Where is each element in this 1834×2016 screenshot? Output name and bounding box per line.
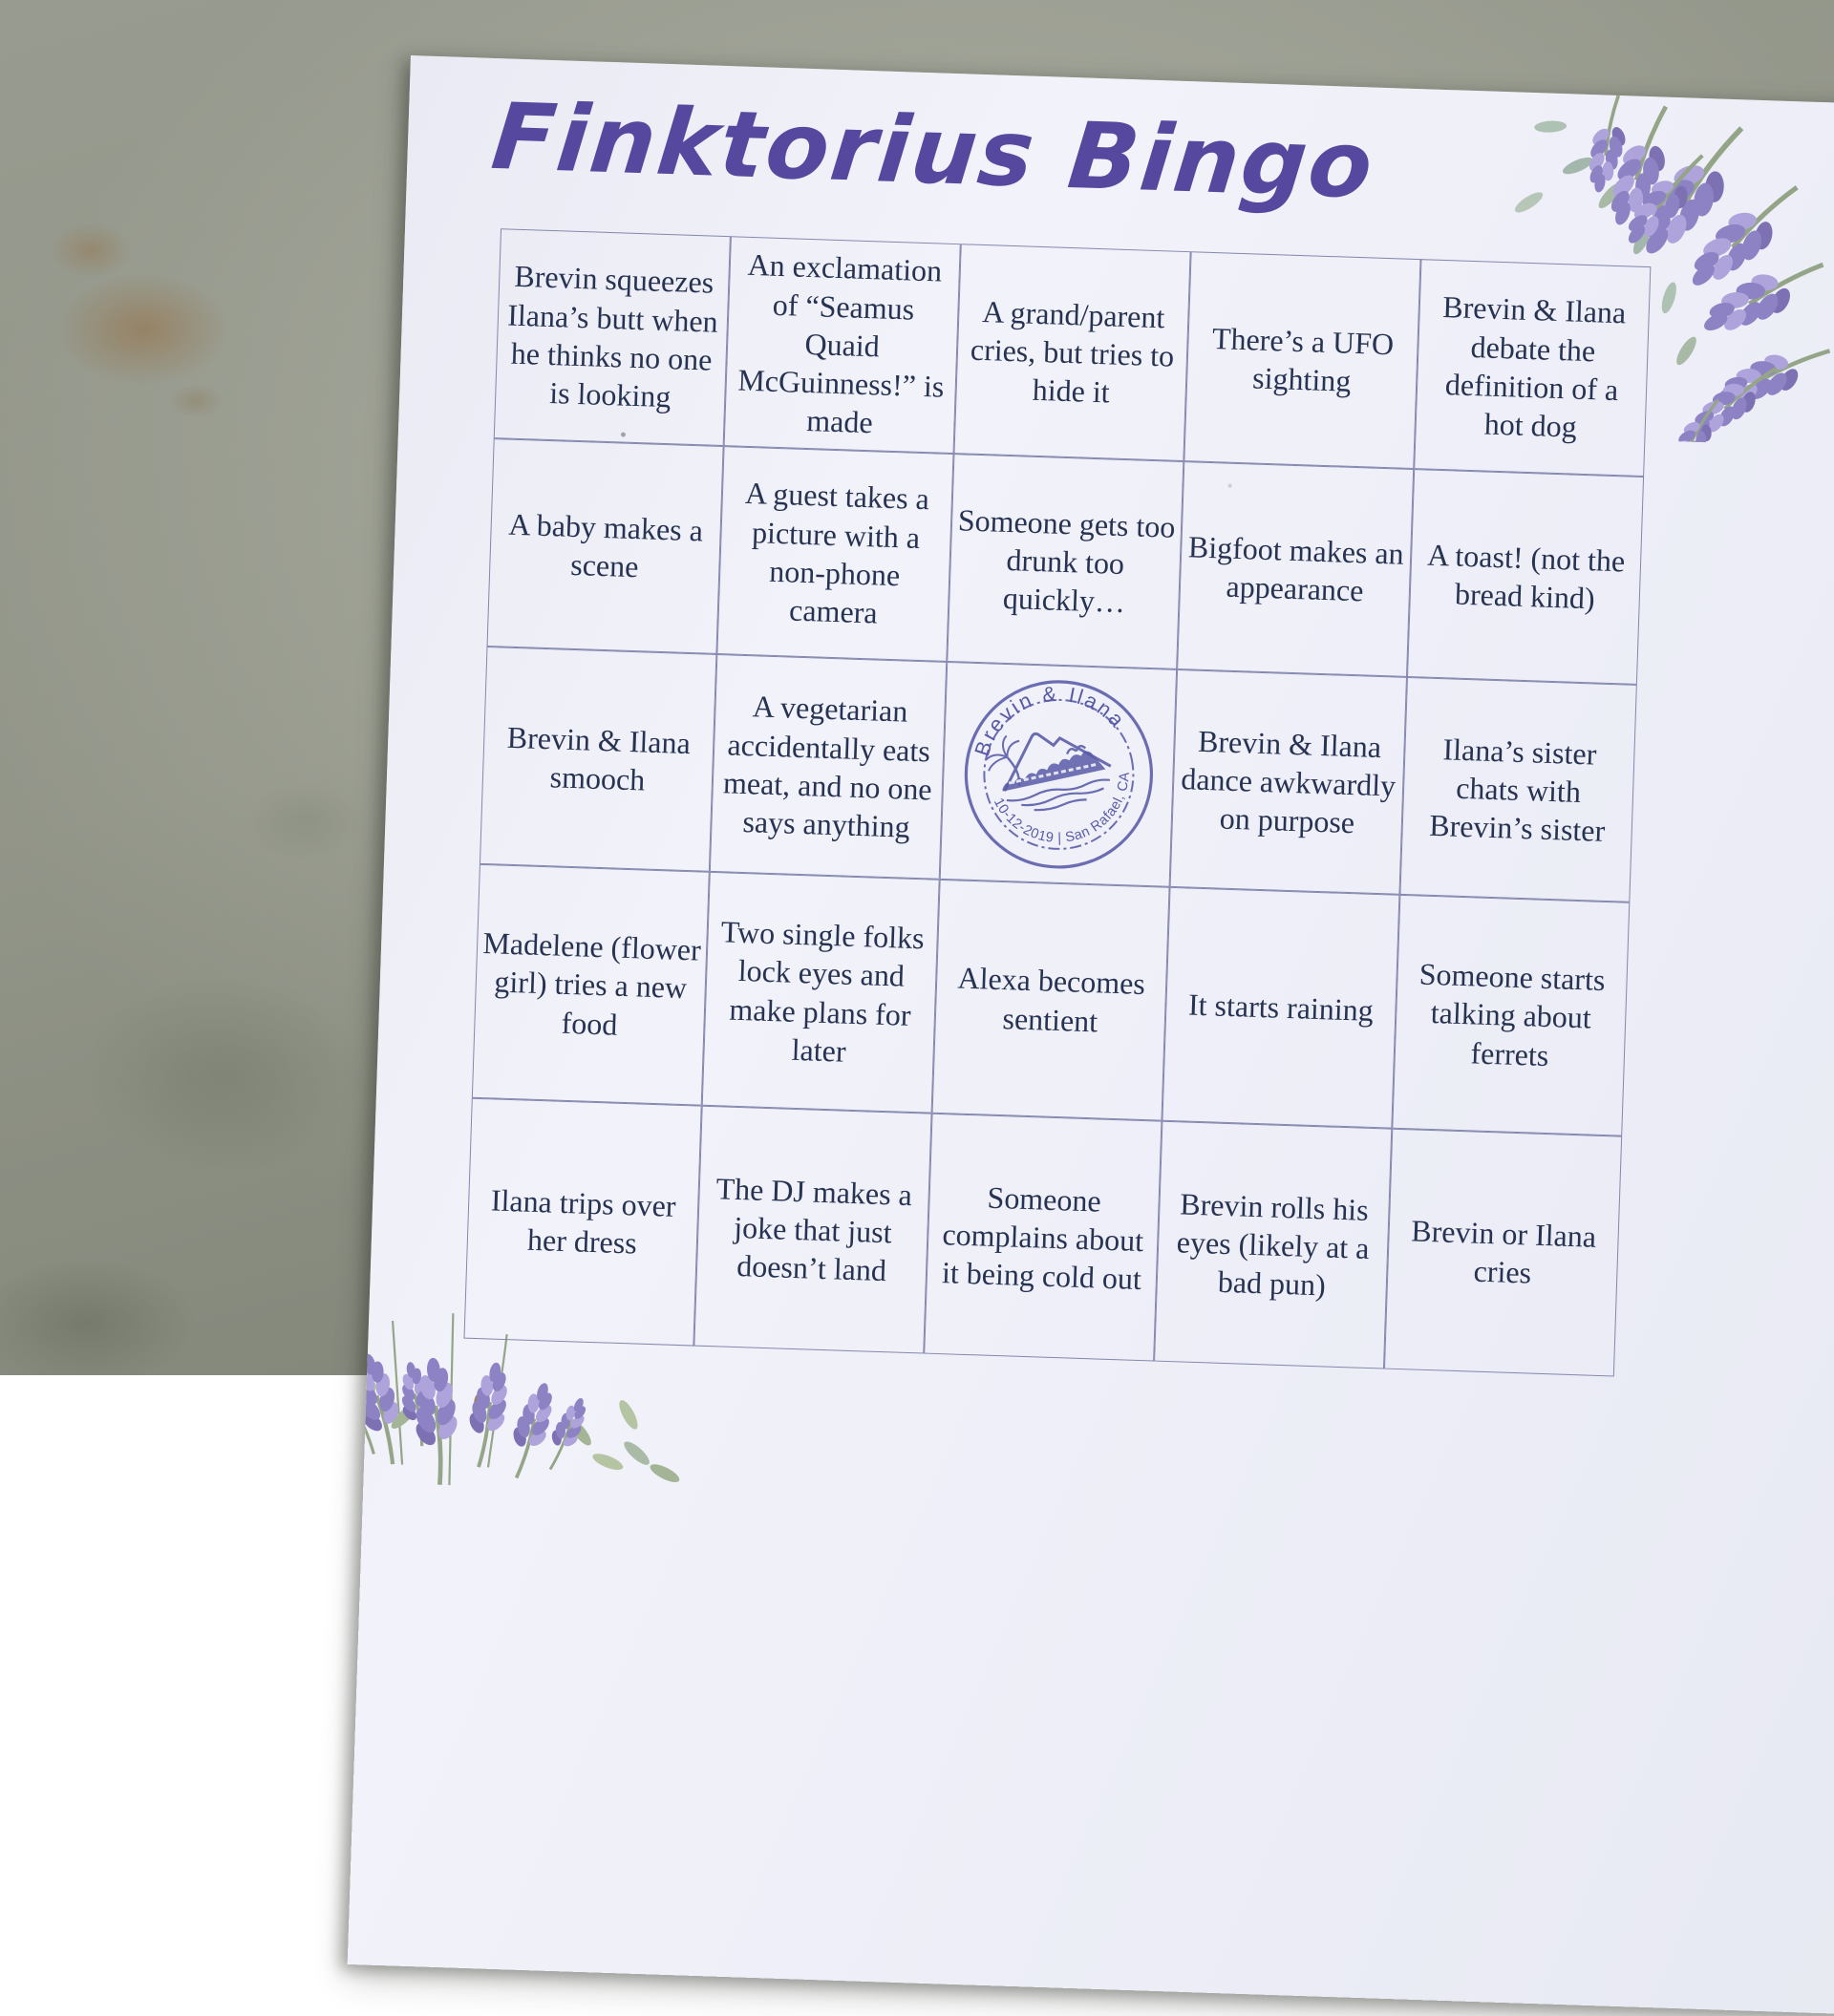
- bingo-cell: A vegetarian accidentally eats meat, and no one says anything: [710, 654, 947, 880]
- page-title: Finktorius Bingo: [487, 83, 1379, 220]
- bingo-card: [348, 55, 1834, 2016]
- bingo-cell: There’s a UFO sighting: [1184, 251, 1420, 469]
- bingo-cell: Ilana trips over her dress: [463, 1098, 701, 1347]
- stamp-bottom-text: 10-12-2019 | San Rafael, CA: [990, 771, 1133, 846]
- bingo-cell: Ilana’s sister chats with Brevin’s sister: [1399, 677, 1636, 902]
- bingo-cell: Someone gets too drunk too quickly…: [947, 454, 1184, 669]
- bingo-grid: [463, 228, 1651, 1376]
- bingo-cell: Brevin & Ilana debate the definition of a hot dog: [1414, 259, 1651, 477]
- bingo-cell: Someone starts talking about ferrets: [1392, 895, 1630, 1136]
- bingo-cell: An exclamation of “Seamus Quaid McGuinness!” is made: [724, 236, 961, 454]
- bingo-cell: The DJ makes a joke that just doesn’t land: [693, 1106, 931, 1354]
- stamp-top-text: Brevin & Ilana: [969, 681, 1131, 759]
- bingo-cell: Someone complains about it being cold out: [924, 1114, 1162, 1362]
- bingo-cell: It starts raining: [1162, 887, 1399, 1129]
- bingo-center-cell: [940, 662, 1177, 887]
- bingo-cell: A toast! (not the bread kind): [1407, 469, 1644, 685]
- bingo-cell: Brevin & Ilana dance awkwardly on purpose: [1170, 669, 1407, 895]
- bingo-cell: Brevin & Ilana smooch: [480, 647, 716, 872]
- bingo-cell: Brevin squeezes Ilana’s butt when he thinks no one is looking: [494, 228, 731, 446]
- bingo-cell: A grand/parent cries, but tries to hide it: [953, 244, 1190, 461]
- bingo-cell: Alexa becomes sentient: [932, 880, 1170, 1121]
- bingo-cell: Two single folks lock eyes and make plans for later: [702, 872, 940, 1114]
- bingo-cell: Brevin or Ilana cries: [1384, 1129, 1622, 1377]
- bingo-cell: A guest takes a picture with a non-phone camera: [716, 446, 953, 662]
- couple-stamp: [957, 673, 1161, 877]
- bingo-cell: Madelene (flower girl) tries a new food: [472, 864, 710, 1106]
- bingo-cell: Bigfoot makes an appearance: [1177, 461, 1414, 677]
- bingo-cell: A baby makes a scene: [487, 438, 724, 654]
- bingo-cell: Brevin rolls his eyes (likely at a bad pun): [1154, 1121, 1392, 1369]
